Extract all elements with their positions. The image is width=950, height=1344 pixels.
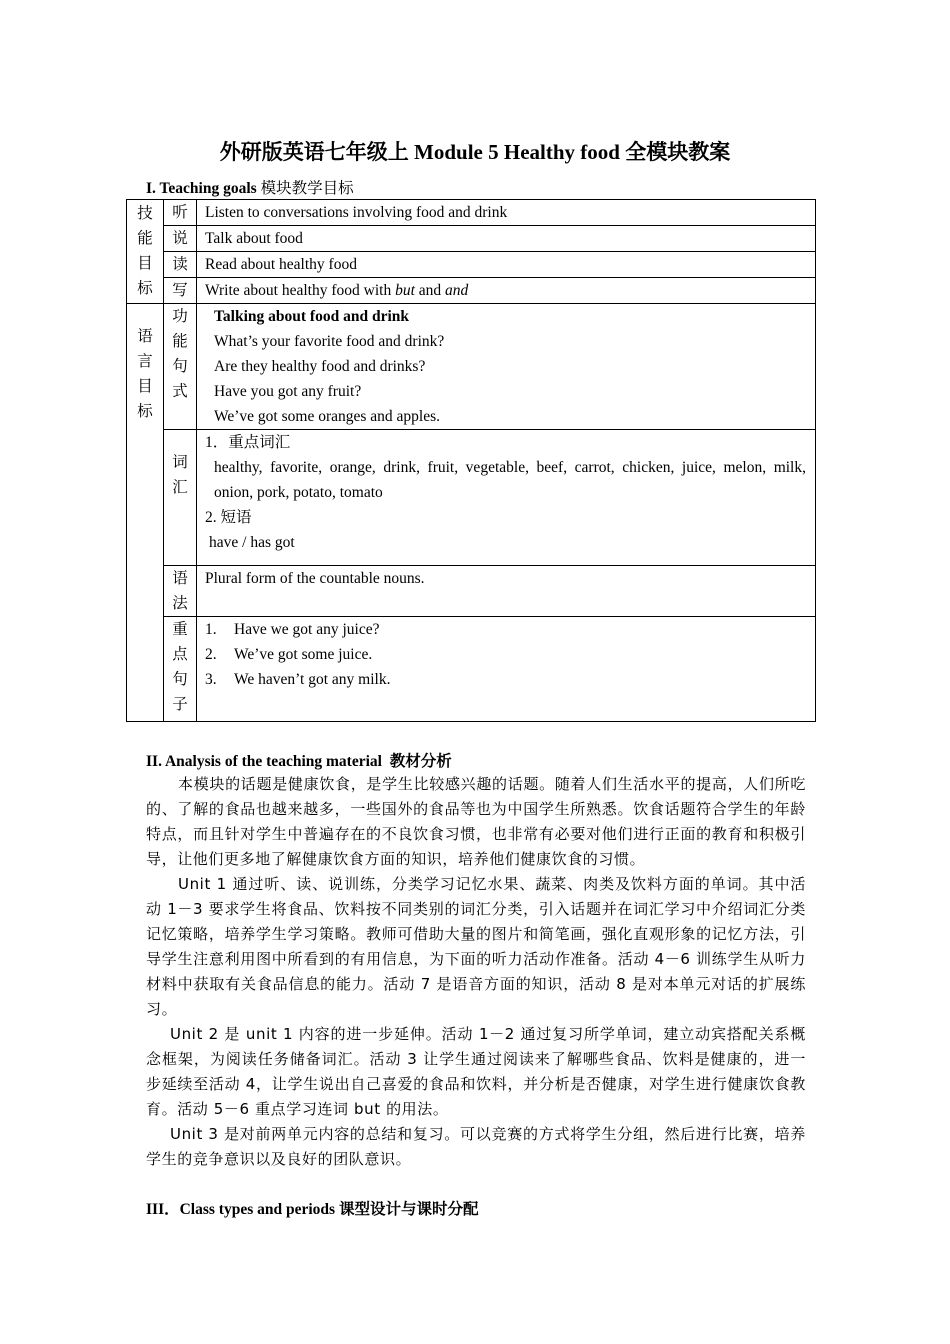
section-3-heading-en: III．Class types and periods — [146, 1201, 336, 1218]
category-char: 技 — [137, 205, 153, 222]
sentences-label-cell — [164, 617, 197, 722]
section-2-heading — [146, 749, 452, 771]
vocab-content-cell — [197, 430, 816, 566]
label-char: 点 — [172, 646, 188, 663]
grammar-text: Plural form of the countable nouns. — [197, 566, 816, 617]
section-1-heading-cn: 模块教学目标 — [260, 180, 354, 197]
category-char: 目 — [137, 378, 153, 395]
vocab-label-cell — [164, 430, 197, 566]
category-char: 言 — [137, 353, 153, 370]
label-char: 汇 — [172, 479, 188, 496]
label-char: 能 — [172, 333, 188, 350]
function-line: We’ve got some oranges and apples. — [214, 408, 441, 425]
skill-label-write: 写 — [164, 278, 197, 304]
label-char: 式 — [172, 383, 188, 400]
teaching-goals-table — [126, 199, 816, 722]
category-char: 能 — [137, 230, 153, 247]
label-char: 功 — [172, 308, 188, 325]
label-char: 重 — [172, 621, 188, 638]
analysis-paragraph-2: Unit 1 通过听、读、说训练，分类学习记忆水果、蔬菜、肉类及饮料方面的单词。其中活动 1－3 要求学生将食品、饮料按不同类别的词汇分类，引入话题并在词汇学习中介绍词汇分类记忆策略，培养学生学习策略。教师可借助大量的图片和简笔画，强化直观形象的记忆方法，引导学生注意利用图中所看到的有用信息，为下面的听力活动作准备。活动 4－6 训练学生从听力材料中获取有关食品信息的能力。活动 7 是语音方面的知识，活动 8 是对本单元对话的扩展练习。 — [146, 875, 806, 1018]
label-char: 词 — [172, 454, 188, 471]
write-text-and: and — [445, 282, 469, 299]
analysis-paragraph-4: Unit 3 是对前两单元内容的总结和复习。可以竞赛的方式将学生分组，然后进行比赛，培养学生的竞争意识以及良好的团队意识。 — [146, 1125, 806, 1168]
category-char: 目 — [137, 255, 153, 272]
skill-label-speak: 说 — [164, 226, 197, 252]
skills-category-cell — [127, 200, 164, 304]
label-char: 法 — [172, 595, 188, 612]
write-text-pre: Write about healthy food with — [205, 282, 396, 299]
sentences-content-cell — [197, 617, 816, 722]
skill-label-read: 读 — [164, 252, 197, 278]
function-content-cell — [197, 304, 816, 430]
label-char: 句 — [172, 671, 188, 688]
section-3-heading-cn: 课型设计与课时分配 — [338, 1201, 479, 1218]
language-category-cell — [127, 304, 164, 722]
function-label-cell — [164, 304, 197, 430]
section-1-heading-en: I. Teaching goals — [146, 180, 257, 197]
vocab-words: healthy, favorite, orange, drink, fruit, vegetable, beef, carrot, chicken, juice, melon, milk, onion, pork, potato, tomato — [214, 459, 806, 501]
section-2-heading-en: II. Analysis of the teaching material — [146, 753, 382, 770]
category-char: 标 — [137, 280, 153, 297]
label-char: 句 — [172, 358, 188, 375]
function-heading: Talking about food and drink — [214, 308, 409, 325]
key-sentence-text: We’ve got some juice. — [234, 646, 373, 663]
document-title: 外研版英语七年级上 Module 5 Healthy food 全模块教案 — [219, 140, 731, 164]
function-line: Are they healthy food and drinks? — [214, 358, 426, 375]
key-sentence — [205, 617, 815, 642]
category-char: 语 — [137, 328, 153, 345]
analysis-paragraph-1: 本模块的话题是健康饮食，是学生比较感兴趣的话题。随着人们生活水平的提高，人们所吃的、了解的食品也越来越多，一些国外的食品等也为中国学生所熟悉。饮食话题符合学生的年龄特点，而且针对学生中普遍存在的不良饮食习惯，也非常有必要对他们进行正面的教育和积极引导，让他们更多地了解健康饮食方面的知识，培养他们健康饮食的习惯。 — [146, 775, 806, 868]
key-sentence — [205, 667, 815, 692]
analysis-text — [146, 772, 806, 1172]
grammar-label-cell — [164, 566, 197, 617]
function-line: Have you got any fruit? — [214, 383, 362, 400]
skill-label-listen: 听 — [164, 200, 197, 226]
analysis-paragraph-3: Unit 2 是 unit 1 内容的进一步延伸。活动 1－2 通过复习所学单词，建立动宾搭配关系概念框架，为阅读任务储备词汇。活动 3 让学生通过阅读来了解哪些食品、饮料是健康的，进一步延续至活动 4，让学生说出自己喜爱的食品和饮料，并分析是否健康，对学生进行健康饮食教育。活动 5－6 重点学习连词 but 的用法。 — [146, 1025, 806, 1118]
skill-text-write — [197, 278, 816, 304]
key-sentence — [205, 642, 815, 667]
write-text-but: but — [395, 282, 415, 299]
key-sentence-number: 1. — [205, 621, 217, 638]
vocab-phrase: have / has got — [209, 534, 295, 551]
vocab-item-1: 1．重点词汇 — [205, 434, 291, 451]
category-char: 标 — [137, 403, 153, 420]
skill-text-read: Read about healthy food — [197, 252, 816, 278]
key-sentence-text: We haven’t got any milk. — [234, 671, 391, 688]
key-sentence-number: 3. — [205, 671, 217, 688]
label-char: 子 — [172, 696, 188, 713]
key-sentence-text: Have we got any juice? — [234, 621, 380, 638]
label-char: 语 — [172, 570, 188, 587]
section-1-heading — [146, 176, 354, 198]
vocab-item-2: 2. 短语 — [205, 509, 252, 526]
section-3-heading — [146, 1197, 478, 1219]
skill-text-speak: Talk about food — [197, 226, 816, 252]
write-text-mid: and — [414, 282, 446, 299]
skill-text-listen: Listen to conversations involving food and drink — [197, 200, 816, 226]
key-sentence-number: 2. — [205, 646, 217, 663]
function-line: What’s your favorite food and drink? — [214, 333, 445, 350]
section-2-heading-cn: 教材分析 — [389, 753, 452, 770]
